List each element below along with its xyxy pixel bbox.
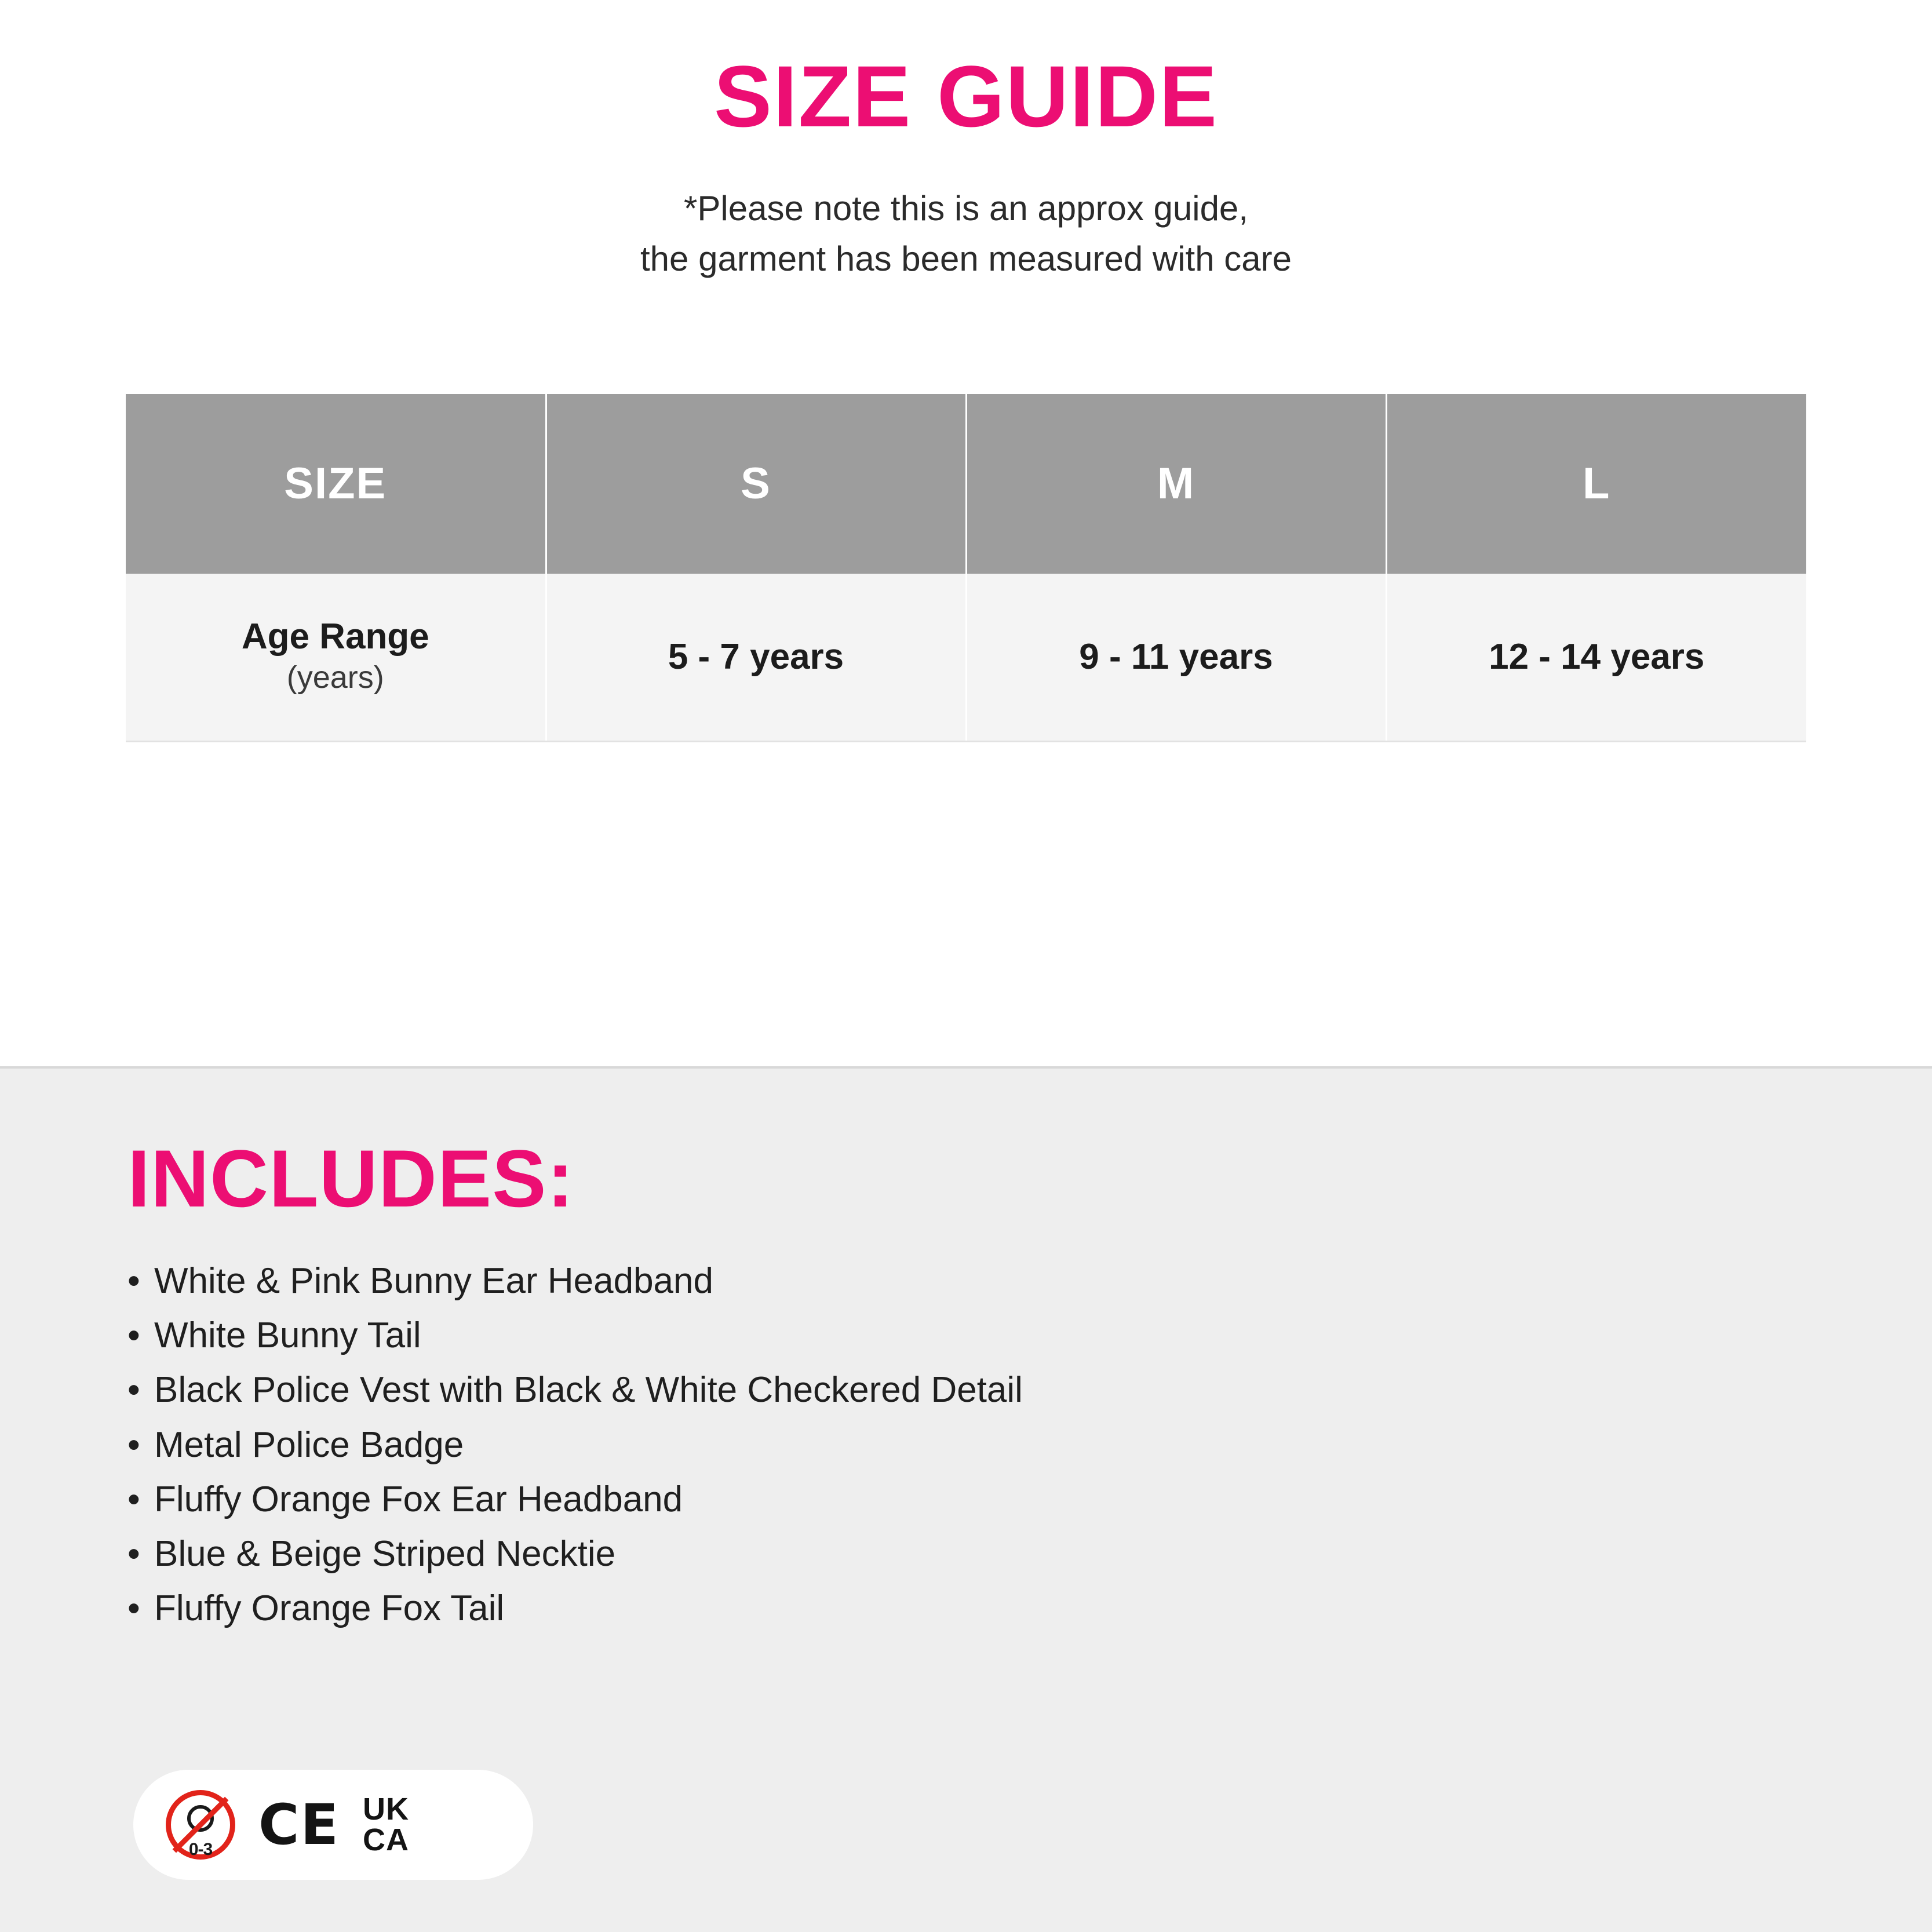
list-item-label: Fluffy Orange Fox Tail bbox=[154, 1588, 505, 1629]
includes-list bbox=[127, 1254, 1932, 1636]
ukca-line-2: CA bbox=[363, 1822, 410, 1857]
row-label-age-range bbox=[126, 574, 546, 742]
column-header-m: M bbox=[966, 394, 1386, 574]
bullet-icon: • bbox=[127, 1588, 140, 1629]
list-item-label: Blue & Beige Striped Necktie bbox=[154, 1534, 616, 1574]
header bbox=[0, 0, 1932, 284]
row-label-unit: (years) bbox=[286, 660, 384, 695]
size-table-head bbox=[126, 394, 1806, 574]
list-item-label: Metal Police Badge bbox=[154, 1424, 464, 1465]
column-header-s: S bbox=[546, 394, 966, 574]
bullet-icon: • bbox=[127, 1315, 140, 1356]
bullet-icon: • bbox=[127, 1424, 140, 1465]
cell-age-s: 5 - 7 years bbox=[546, 574, 966, 742]
column-header-l: L bbox=[1386, 394, 1806, 574]
age-warning-label: 0-3 bbox=[188, 1840, 213, 1859]
ukca-line-1: UK bbox=[363, 1792, 410, 1827]
list-item bbox=[127, 1254, 1932, 1308]
bullet-icon: • bbox=[127, 1534, 140, 1574]
list-item bbox=[127, 1581, 1932, 1636]
list-item-label: White Bunny Tail bbox=[154, 1315, 421, 1356]
certification-badge bbox=[133, 1770, 533, 1880]
bullet-icon: • bbox=[127, 1261, 140, 1301]
list-item-label: White & Pink Bunny Ear Headband bbox=[154, 1261, 713, 1301]
list-item bbox=[127, 1472, 1932, 1527]
note-line-1: *Please note this is an approx guide, bbox=[684, 188, 1248, 228]
note-line-2: the garment has been measured with care bbox=[640, 239, 1292, 278]
column-header-size: SIZE bbox=[126, 394, 546, 574]
table-row bbox=[126, 574, 1806, 742]
row-label-main: Age Range bbox=[241, 617, 429, 657]
list-item bbox=[127, 1363, 1932, 1417]
includes-panel bbox=[0, 1066, 1932, 1932]
cell-age-m: 9 - 11 years bbox=[966, 574, 1386, 742]
table-header-row bbox=[126, 394, 1806, 574]
list-item bbox=[127, 1527, 1932, 1581]
size-table-container bbox=[126, 394, 1806, 743]
list-item-label: Black Police Vest with Black & White Checkered Detail bbox=[154, 1370, 1023, 1410]
list-item bbox=[127, 1418, 1932, 1472]
size-table-body bbox=[126, 574, 1806, 742]
ce-mark-icon: CE bbox=[258, 1792, 340, 1857]
list-item bbox=[127, 1308, 1932, 1363]
size-table bbox=[126, 394, 1806, 743]
list-item-label: Fluffy Orange Fox Ear Headband bbox=[154, 1479, 683, 1519]
ukca-mark-icon bbox=[363, 1794, 409, 1856]
age-warning-0-3-icon bbox=[166, 1790, 235, 1860]
includes-title: INCLUDES: bbox=[127, 1133, 575, 1224]
cell-age-l: 12 - 14 years bbox=[1386, 574, 1806, 742]
bullet-icon: • bbox=[127, 1479, 140, 1519]
approx-guide-note bbox=[0, 183, 1932, 284]
bullet-icon: • bbox=[127, 1370, 140, 1410]
page-title: SIZE GUIDE bbox=[713, 48, 1219, 145]
